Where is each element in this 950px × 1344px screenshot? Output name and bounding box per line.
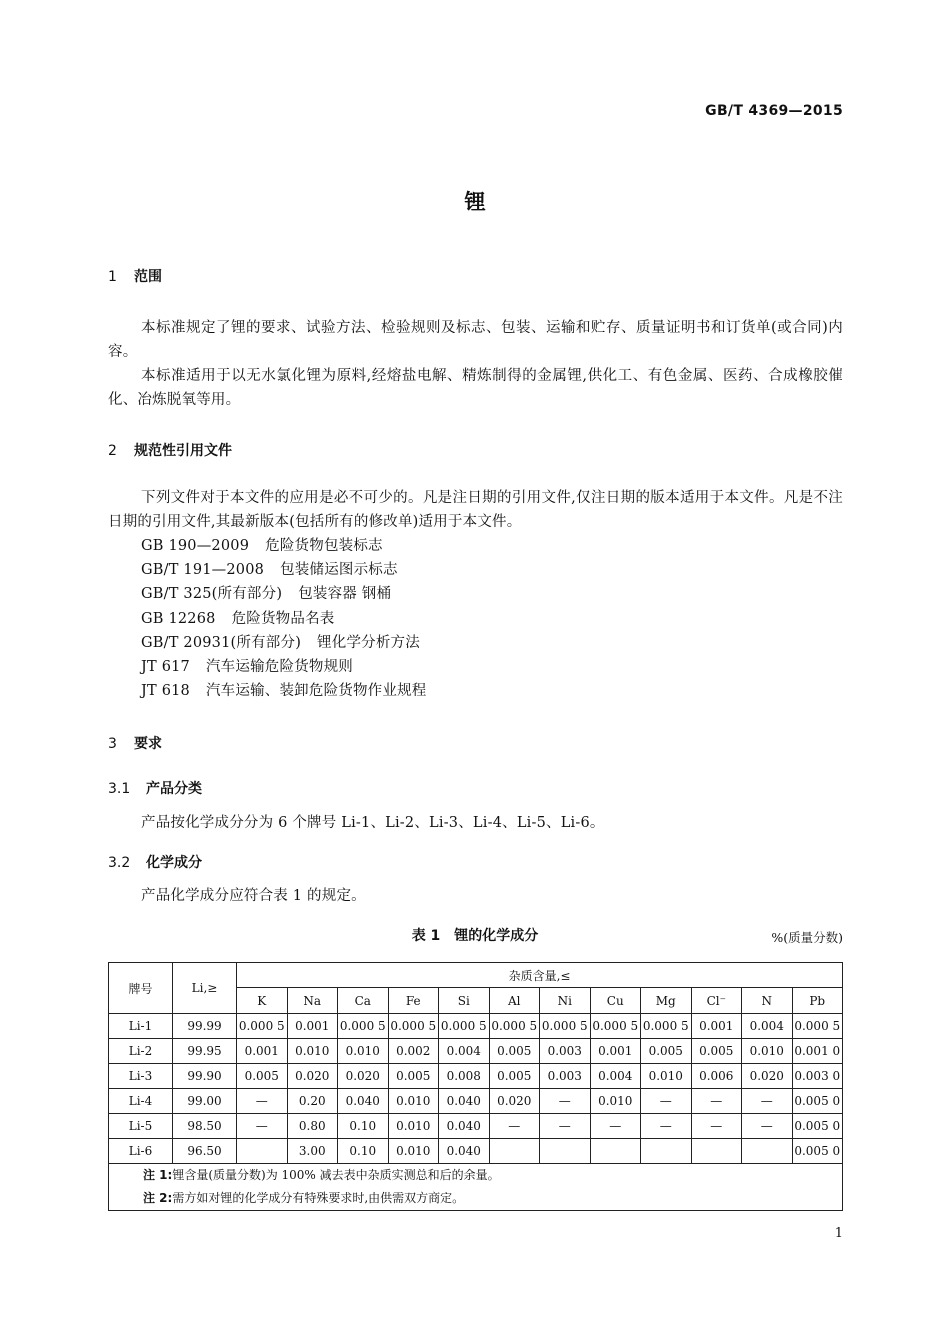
reference-code: GB/T 20931(所有部分) — [141, 635, 302, 651]
reference-title: 危险货物包装标志 — [265, 538, 383, 554]
cell-li: 99.90 — [173, 1064, 237, 1089]
reference-code: GB 12268 — [141, 611, 216, 627]
note-label: 注 1: — [143, 1168, 173, 1182]
cell-value: 0.80 — [287, 1114, 338, 1139]
reference-item — [141, 534, 383, 555]
classification-text: 产品按化学成分分为 6 个牌号 Li-1、Li-2、Li-3、Li-4、Li-5、Li-6。 — [141, 815, 605, 831]
reference-code: GB 190—2009 — [141, 538, 250, 554]
cell-value: 0.020 — [489, 1089, 540, 1114]
table-body — [109, 1014, 843, 1164]
reference-title: 危险货物品名表 — [231, 611, 335, 627]
cell-value: — — [540, 1089, 591, 1114]
cell-value: 0.001 0 — [792, 1039, 843, 1064]
header-element: Si — [439, 988, 490, 1014]
cell-value: 0.006 — [691, 1064, 742, 1089]
cell-value: 0.005 — [641, 1039, 692, 1064]
reference-code: GB/T 191—2008 — [141, 562, 265, 578]
cell-value — [237, 1139, 288, 1164]
page-number: 1 — [834, 1226, 843, 1241]
cell-value: 0.010 — [388, 1089, 439, 1114]
cell-li: 99.95 — [173, 1039, 237, 1064]
section-title: 范围 — [134, 269, 162, 285]
cell-value: 0.010 — [742, 1039, 793, 1064]
cell-value: 0.000 5 — [439, 1014, 490, 1039]
reference-item — [141, 558, 398, 579]
cell-grade: Li-5 — [109, 1114, 173, 1139]
cell-value: 0.004 — [742, 1014, 793, 1039]
section-number: 3 — [108, 736, 117, 752]
cell-value: — — [641, 1089, 692, 1114]
cell-value: 0.010 — [287, 1039, 338, 1064]
reference-code: GB/T 325(所有部分) — [141, 586, 283, 602]
cell-value: 0.000 5 — [641, 1014, 692, 1039]
cell-value: 0.010 — [590, 1089, 641, 1114]
cell-li: 99.00 — [173, 1089, 237, 1114]
cell-li: 99.99 — [173, 1014, 237, 1039]
cell-value: 0.010 — [338, 1039, 389, 1064]
cell-value: 0.001 — [691, 1014, 742, 1039]
header-li: Li,≥ — [173, 963, 237, 1014]
cell-value: 0.040 — [439, 1089, 490, 1114]
cell-value: 0.000 5 — [237, 1014, 288, 1039]
header-element: K — [237, 988, 288, 1014]
cell-value: 0.020 — [338, 1064, 389, 1089]
cell-value — [489, 1139, 540, 1164]
header-element: Fe — [388, 988, 439, 1014]
header-grade: 牌号 — [109, 963, 173, 1014]
note-text: 需方如对锂的化学成分有特殊要求时,由供需双方商定。 — [172, 1191, 465, 1205]
header-impurity: 杂质含量,≤ — [237, 963, 843, 988]
cell-value: — — [489, 1114, 540, 1139]
composition-text: 产品化学成分应符合表 1 的规定。 — [141, 888, 366, 904]
cell-value: 0.000 5 — [540, 1014, 591, 1039]
cell-value: 0.003 — [540, 1039, 591, 1064]
section-number: 3.2 — [108, 855, 131, 871]
header-element: Ca — [338, 988, 389, 1014]
cell-value: — — [691, 1089, 742, 1114]
cell-value: — — [237, 1114, 288, 1139]
reference-item — [141, 679, 426, 700]
cell-value: 0.000 5 — [792, 1014, 843, 1039]
cell-value: 0.005 — [489, 1039, 540, 1064]
header-element: N — [742, 988, 793, 1014]
header-element: Ni — [540, 988, 591, 1014]
cell-value: 0.040 — [338, 1089, 389, 1114]
header-element: Cu — [590, 988, 641, 1014]
chemical-composition-table — [108, 962, 843, 1211]
cell-value: 0.002 — [388, 1039, 439, 1064]
reference-title: 汽车运输、装卸危险货物作业规程 — [205, 683, 427, 699]
cell-grade: Li-3 — [109, 1064, 173, 1089]
section-title: 规范性引用文件 — [134, 443, 232, 459]
cell-value: 0.001 — [287, 1014, 338, 1039]
cell-value — [641, 1139, 692, 1164]
section-title: 要求 — [134, 736, 162, 752]
header-element: Pb — [792, 988, 843, 1014]
cell-value: 0.010 — [641, 1064, 692, 1089]
cell-value: 0.040 — [439, 1139, 490, 1164]
cell-value: — — [540, 1114, 591, 1139]
cell-value: 0.10 — [338, 1139, 389, 1164]
section-number: 3.1 — [108, 781, 131, 797]
section-3-1-heading — [108, 778, 202, 798]
document-title: 锂 — [464, 190, 486, 214]
cell-grade: Li-4 — [109, 1089, 173, 1114]
cell-value: 0.001 — [237, 1039, 288, 1064]
reference-title: 锂化学分析方法 — [317, 635, 420, 651]
cell-value: 0.005 0 — [792, 1089, 843, 1114]
cell-value: 0.005 0 — [792, 1139, 843, 1164]
cell-value: 0.000 5 — [489, 1014, 540, 1039]
header-element: Na — [287, 988, 338, 1014]
section-1-heading — [108, 266, 162, 286]
cell-value: 0.010 — [388, 1114, 439, 1139]
reference-item — [141, 582, 391, 603]
cell-value: 0.020 — [742, 1064, 793, 1089]
table-unit: %(质量分数) — [771, 930, 843, 945]
cell-grade: Li-6 — [109, 1139, 173, 1164]
cell-value: — — [742, 1089, 793, 1114]
cell-value: 0.020 — [287, 1064, 338, 1089]
table-row — [109, 1014, 843, 1039]
table-notes — [109, 1164, 843, 1211]
reference-item — [141, 631, 420, 652]
cell-value: 0.004 — [590, 1064, 641, 1089]
section-number: 2 — [108, 443, 117, 459]
cell-value: 0.000 5 — [590, 1014, 641, 1039]
cell-value: 0.005 — [489, 1064, 540, 1089]
table-note — [143, 1187, 842, 1210]
cell-value: 0.005 — [237, 1064, 288, 1089]
section-3-heading — [108, 733, 162, 753]
cell-value: 0.003 — [540, 1064, 591, 1089]
table-note — [143, 1164, 842, 1187]
cell-li: 96.50 — [173, 1139, 237, 1164]
cell-value: — — [641, 1114, 692, 1139]
cell-grade: Li-1 — [109, 1014, 173, 1039]
cell-value: 0.008 — [439, 1064, 490, 1089]
cell-value: — — [237, 1089, 288, 1114]
table-row — [109, 1064, 843, 1089]
standard-code: GB/T 4369—2015 — [705, 103, 843, 119]
references-intro: 下列文件对于本文件的应用是必不可少的。凡是注日期的引用文件,仅注日期的版本适用于本文件。凡是不注日期的引用文件,其最新版本(包括所有的修改单)适用于本文件。 — [108, 490, 843, 530]
reference-code: JT 618 — [141, 683, 190, 699]
header-element: Al — [489, 988, 540, 1014]
table-row — [109, 1089, 843, 1114]
reference-item — [141, 655, 353, 676]
reference-code: JT 617 — [141, 659, 190, 675]
reference-item — [141, 607, 334, 628]
cell-value: 3.00 — [287, 1139, 338, 1164]
cell-value — [540, 1139, 591, 1164]
cell-value — [742, 1139, 793, 1164]
cell-value: 0.000 5 — [338, 1014, 389, 1039]
cell-value — [691, 1139, 742, 1164]
cell-li: 98.50 — [173, 1114, 237, 1139]
section-title: 产品分类 — [146, 781, 202, 797]
cell-value: 0.003 0 — [792, 1064, 843, 1089]
cell-grade: Li-2 — [109, 1039, 173, 1064]
cell-value — [590, 1139, 641, 1164]
header-element: Mg — [641, 988, 692, 1014]
reference-title: 包装储运图示标志 — [280, 562, 398, 578]
cell-value: 0.005 — [691, 1039, 742, 1064]
section-2-heading — [108, 440, 232, 460]
cell-value: — — [742, 1114, 793, 1139]
cell-value: 0.004 — [439, 1039, 490, 1064]
table-row — [109, 1114, 843, 1139]
header-element: Cl⁻ — [691, 988, 742, 1014]
reference-title: 包装容器 钢桶 — [298, 586, 392, 602]
reference-title: 汽车运输危险货物规则 — [205, 659, 353, 675]
cell-value: 0.20 — [287, 1089, 338, 1114]
table-row — [109, 1139, 843, 1164]
scope-paragraph-1: 本标准规定了锂的要求、试验方法、检验规则及标志、包装、运输和贮存、质量证明书和订货单(或合同)内容。 — [108, 320, 843, 360]
cell-value: 0.000 5 — [388, 1014, 439, 1039]
section-title: 化学成分 — [146, 855, 202, 871]
note-label: 注 2: — [143, 1191, 173, 1205]
section-number: 1 — [108, 269, 117, 285]
cell-value: 0.010 — [388, 1139, 439, 1164]
cell-value: 0.005 — [388, 1064, 439, 1089]
table-caption: 表 1 锂的化学成分 — [411, 928, 539, 944]
section-3-2-heading — [108, 852, 202, 872]
cell-value: — — [590, 1114, 641, 1139]
scope-paragraph-2: 本标准适用于以无水氯化锂为原料,经熔盐电解、精炼制得的金属锂,供化工、有色金属、医药、合成橡胶催化、冶炼脱氧等用。 — [108, 368, 843, 408]
cell-value: 0.001 — [590, 1039, 641, 1064]
cell-value: — — [691, 1114, 742, 1139]
cell-value: 0.10 — [338, 1114, 389, 1139]
note-text: 锂含量(质量分数)为 100% 减去表中杂质实测总和后的余量。 — [172, 1168, 500, 1182]
cell-value: 0.040 — [439, 1114, 490, 1139]
table-row — [109, 1039, 843, 1064]
cell-value: 0.005 0 — [792, 1114, 843, 1139]
